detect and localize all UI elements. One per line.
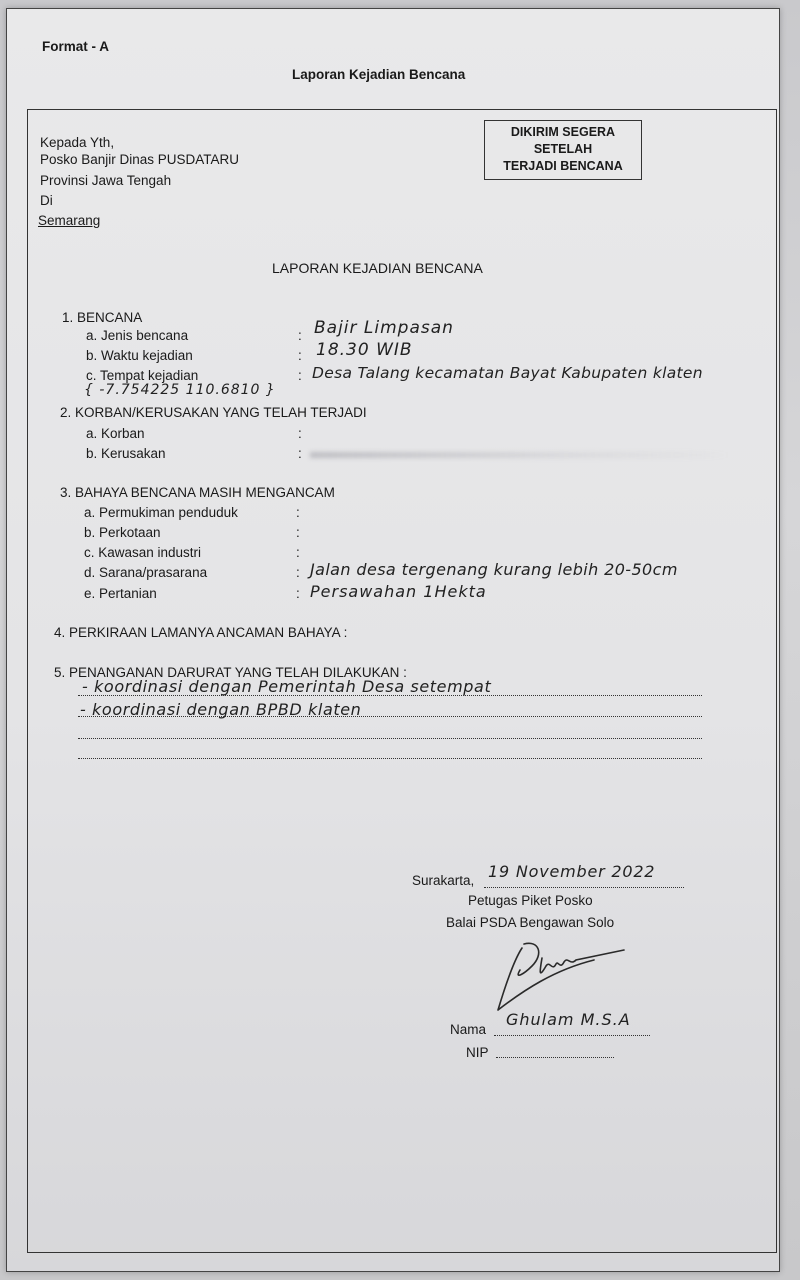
s3-d-label: d. Sarana/prasarana: [84, 565, 208, 580]
s1-coordinates: { -7.754225 110.6810 }: [84, 382, 276, 398]
dotted-line: [78, 716, 702, 717]
form-title: LAPORAN KEJADIAN BENCANA: [272, 260, 483, 276]
s5-line-2: - koordinasi dengan BPBD klaten: [80, 700, 362, 719]
address-line-2: Posko Banjir Dinas PUSDATARU: [40, 152, 240, 167]
section-3-heading: 3. BAHAYA BENCANA MASIH MENGANCAM: [60, 485, 335, 500]
dotted-line: [78, 758, 702, 759]
s5-line-1: - koordinasi dengan Pemerintah Desa setempat: [82, 677, 492, 696]
s1-a-label: a. Jenis bencana: [86, 328, 189, 343]
sign-place: Surakarta,: [412, 873, 475, 888]
notice-line-2: SETELAH: [533, 142, 593, 156]
document-page: [6, 8, 780, 1272]
dotted-line: [78, 695, 702, 696]
dotted-line: [78, 738, 702, 739]
signature-scribble: [484, 930, 634, 1020]
section-2-heading: 2. KORBAN/KERUSAKAN YANG TELAH TERJADI: [60, 405, 367, 420]
s3-e-value: Persawahan 1Hekta: [310, 582, 487, 601]
colon: :: [298, 426, 302, 441]
notice-line-3: TERJADI BENCANA: [503, 159, 623, 173]
sign-role-2: Balai PSDA Bengawan Solo: [446, 915, 615, 930]
address-line-4: Di: [40, 193, 53, 208]
colon: :: [296, 545, 300, 560]
format-label: Format - A: [42, 39, 109, 54]
colon: :: [296, 525, 300, 540]
s3-b-label: b. Perkotaan: [84, 525, 161, 540]
s1-b-label: b. Waktu kejadian: [86, 348, 193, 363]
s3-e-label: e. Pertanian: [84, 586, 157, 601]
address-line-5: Semarang: [38, 213, 101, 228]
s3-a-label: a. Permukiman penduduk: [84, 505, 238, 520]
section-1-heading: 1. BENCANA: [62, 310, 143, 325]
section-4-heading: 4. PERKIRAAN LAMANYA ANCAMAN BAHAYA :: [54, 625, 348, 640]
colon: :: [298, 348, 302, 363]
colon: :: [298, 368, 302, 383]
name-label: Nama: [450, 1022, 487, 1037]
colon: :: [298, 446, 302, 461]
nip-label: NIP: [466, 1045, 489, 1060]
document-title: Laporan Kejadian Bencana: [292, 67, 466, 82]
colon: :: [296, 505, 300, 520]
colon: :: [298, 328, 302, 343]
s1-c-value: Desa Talang kecamatan Bayat Kabupaten klaten: [312, 364, 703, 382]
faded-writing: [310, 452, 730, 458]
address-line-1: Kepada Yth,: [40, 135, 115, 150]
s2-b-label: b. Kerusakan: [86, 446, 166, 461]
s1-c-label: c. Tempat kejadian: [86, 368, 199, 383]
s3-c-label: c. Kawasan industri: [84, 545, 202, 560]
notice-box: [484, 120, 642, 180]
sign-role-1: Petugas Piket Posko: [468, 893, 593, 908]
s1-b-value: 18.30 WIB: [316, 340, 413, 360]
sign-date: 19 November 2022: [488, 862, 656, 881]
name-value: Ghulam M.S.A: [506, 1010, 631, 1029]
dotted-line: [496, 1057, 614, 1058]
address-line-3: Provinsi Jawa Tengah: [40, 173, 172, 188]
colon: :: [296, 586, 300, 601]
notice-line-1: DIKIRIM SEGERA: [510, 125, 616, 139]
s2-a-label: a. Korban: [86, 426, 145, 441]
dotted-line: [494, 1035, 650, 1036]
s1-a-value: Bajir Limpasan: [314, 318, 454, 338]
section-5-heading: 5. PENANGANAN DARURAT YANG TELAH DILAKUKAN :: [54, 665, 407, 680]
s3-d-value: Jalan desa tergenang kurang lebih 20-50cm: [310, 560, 678, 579]
dotted-line: [484, 887, 684, 888]
colon: :: [296, 565, 300, 580]
